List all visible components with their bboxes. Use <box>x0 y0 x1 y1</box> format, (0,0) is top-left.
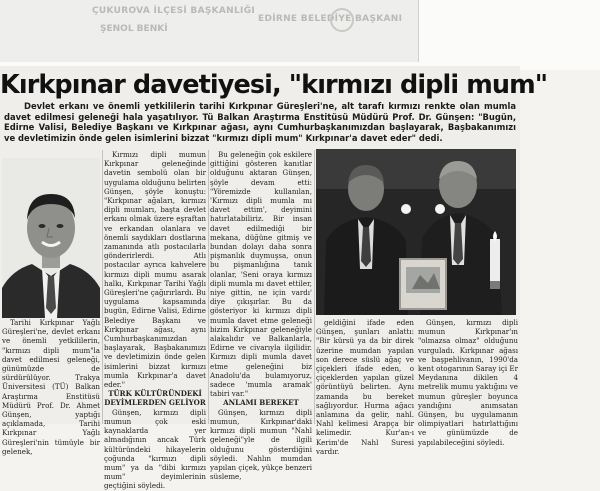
letterhead-seal-icon <box>330 8 354 32</box>
group-photo <box>316 149 516 315</box>
overlapping-letterhead-sheet <box>0 0 419 62</box>
ghost-text-2: EDİRNE BELEDİYE BAŞKANI <box>258 14 403 24</box>
subheading-anlami-bereket: ANLAMI BEREKET <box>223 398 299 408</box>
portrait-photo <box>2 158 100 318</box>
subheading-turk-kulturu: TÜRK KÜLTÜRÜNDEKİ DEYİMLERDEN GELİYOR <box>104 389 206 408</box>
column-5-text: Günşen, kırmızı dipli mumun Kırkpınar'ın "olmazsa olmaz" olduğunu vurguladı. Kırkpınar ağası ve başpehlivanın, 1990'da kent otogarının Saray içi Er Meydanına dikilen 4 metrelik mumu yaktığını ve mumun güreşler boyunca yandığını anımsatan Günşen, bu uygulamanın olimpiyatlari hatırlattığını ve günümüzde de yapılabileceğini söyledi. <box>418 318 518 447</box>
column-rule-2 <box>208 150 209 424</box>
article-headline: Kırkpınar davetiyesi, "kırmızı dipli mum" <box>0 70 548 100</box>
column-4-text: geldiğini ifade eden Günşen, şunları anlattı: "Bir kürsü ya da bir direk üzerine mumdan yapılan son derece süslü ağaç ve çiçekleri ifade eden, o çiçeklerden yapılan güzel görüntüyü belirten. Aynı zamanda bu bereket sağlıyordur. Hurma ağacı anlamına da gelir, nahl. Nahl kelimesi Arapça bir kelimedir. Kur'an-ı Kerim'de Nahl Suresi vardır. <box>316 318 414 456</box>
column-rule-1 <box>102 150 103 424</box>
article-column-2 <box>104 150 206 491</box>
article-column-5 <box>418 318 518 447</box>
column-2b-text: Günşen, kırmızı dipli mumun çok eski kaynaklarda yer almadığının ancak Türk kültüründeki hikayelerin çoğunda "kırmızı dipli mum" ya da "dibi kırmızı mum" deyimlerinin geçtiğini söyledi. <box>104 407 206 491</box>
column-3b-text: Günşen, kırmızı dipli mumun, Kırkpınar'daki kırmızı dipli mumun "Nahl geleneği"yle de ilgili olduğunu gösterdiğini söyledi. Nahlın mumdan yapılan çiçek, yükçe benzeri süsleme, <box>210 407 312 482</box>
article-lead: Devlet erkanı ve önemli yetkililerin tarihi Kırkpınar Güreşleri'ne, alt tarafı kırmızı renkte olan mumla davet edilmesi geleneği hala yaşatılıyor. Tü Balkan Araştırma Enstitüsü Müdürü Prof. Dr. Günşen: "Bugün, Edirne Valisi, Belediye Başkanı ve Kırkpınar ağası, aynı Cumhurbaşkanımızdan başlayarak, Başbakanımızı ve devletimizin önde gelen isimlerini bizzat "kırmızı dipli mum" Kırkpınar'a davet eder" dedi. <box>4 101 516 143</box>
ghost-text-3: ŞENOL BENKİ <box>100 24 168 34</box>
portrait-man-icon <box>2 158 100 318</box>
ghost-text-1: ÇUKUROVA İLÇESİ BAŞKANLIĞI <box>92 6 256 16</box>
column-rule-3 <box>314 150 315 424</box>
article-column-1 <box>2 318 100 456</box>
officials-with-candle-icon <box>316 149 516 315</box>
article-column-4 <box>316 318 414 456</box>
column-1-text: Tarihi Kırkpınar Yağlı Güreşleri'ne, devlet erkanı ve önemli yetkililerin, "kırmızı dipli mum"la davet edilmesi geleneği, günümüzde de sürdürülüyor. Trakya Üniversitesi (TÜ) Balkan Araştırma Enstitüsü Müdürü Prof. Dr. Ahmet Günşen, yaptığı açıklamada, Tarihi Kırkpınar Yağlı Güreşleri'nin tümüyle bir gelenek, <box>2 318 100 456</box>
article-column-3 <box>210 150 312 482</box>
column-2-text: Kırmızı dipli mumun Kırkpınar geleneğinde davetin sembolü olan bir uygulama olduğunu belirten Günşen, şöyle konuştu: "Kırkpınar ağaları, kırmızı dipli mumları, başta devlet erkanı olmak üzere eşraftan ve erkandan olanlara ve önemli saydıkları dostlarına zamanında atlı postacılarla gönderirlerdi. Atlı postacılar ayrıca kahvelere kırmızı dipli mumu asarak halkı, Kırkpınar Tarihi Yağlı Güreşleri'ne çağırırlardı. Bu uygulama kapsamında bugün, Edirne Valisi, Edirne Belediye Başkanı ve Kırkpınar ağası, aynı Cumhurbaşkanımızdan başlayarak, Başbakanımızı ve devletimizin önde gelen isimlerini bizzat kırmızı mumla Kırkpınar'a davet eder." <box>104 150 206 390</box>
column-3-text: Bu geleneğin çok eskilere gittiğini gösteren kanıtlar olduğunu aktaran Günşen, şöyle devam etti: "Yöremizde kullanılan, 'Kırmızı dipli mumla mı davet ettim', deyimini hatırlatabiliriz. Bir insan davet edilmediği bir mekana, düğüne gitmiş ve bundan dolayı daha sonra pişmanlık duymuşsa, onun bu pişmanlığına tanık olanlar, 'Seni oraya kırmızı dipli mumla mı davet ettiler, niye gittin, ne için vardı' diye çıkışırlar. Bu da gösteriyor ki kırmızı dipli mumla davet etme geleneği bizim Kırkpınar geleneğiyle alakalıdır ve Balkanlarla, Edirne ve civarıyla ilgilidir. Kırmızı dipli mumla davet etme geleneğini biz Anadolu'da bulamıyoruz, sadece 'mumla aramak' tabiri var." <box>210 150 312 399</box>
